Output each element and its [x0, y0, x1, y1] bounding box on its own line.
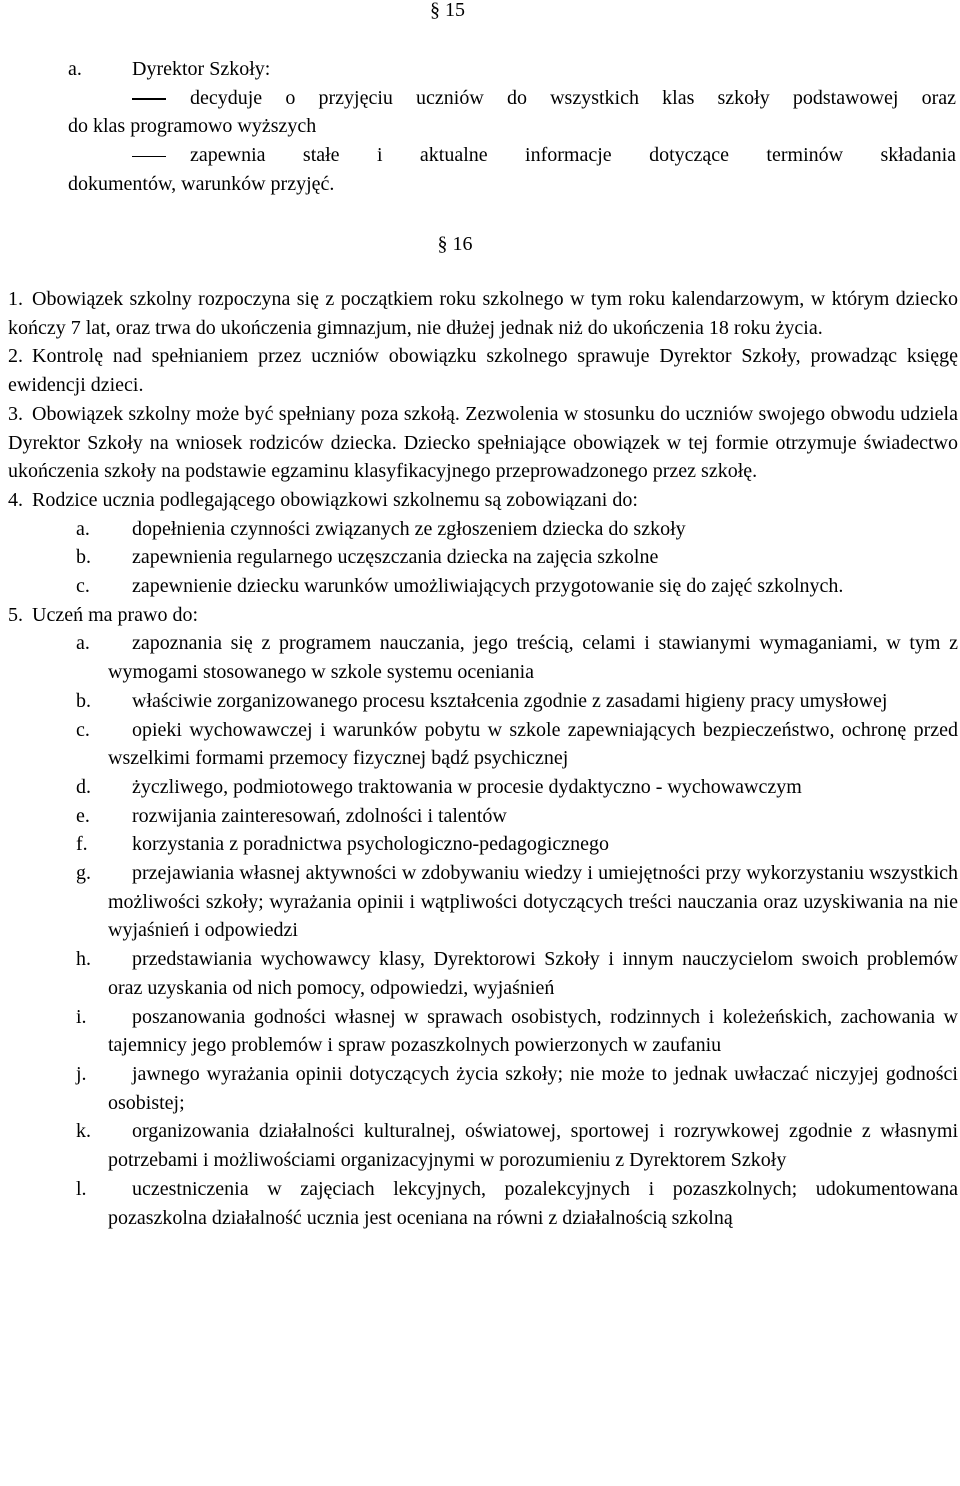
dash-item-text: zapewnia stałe i aktualne informacje dotyczące terminów składania [190, 144, 956, 167]
list-item-label: f. [76, 833, 88, 856]
list-item-label: c. [76, 575, 90, 598]
list-item-text: poszanowania godności własnej w sprawach osobistych, rodzinnych i koleżeńskich, zachowania w tajemnicy jego problemów i spraw pozaszkolnych powierzonych w zaufaniu [108, 1005, 958, 1057]
point-a-title: Dyrektor Szkoły: [132, 58, 271, 80]
paragraph-4 [8, 486, 958, 515]
dash-item [0, 141, 960, 170]
list-item [8, 802, 958, 831]
paragraph-5-text: Uczeń ma prawo do: [32, 603, 199, 626]
list-item-text: organizowania działalności kulturalnej, oświatowej, sportowej i rozrywkowej zgodnie z własnymi potrzebami i możliwościami organizacyjnymi w porozumieniu z Dyrektorem Szkoły [108, 1120, 958, 1172]
section-16-heading: § 16 [437, 233, 473, 255]
list-item [8, 859, 958, 945]
list-item-label: c. [76, 718, 90, 741]
list-item-text: przedstawiania wychowawcy klasy, Dyrektorowi Szkoły i innym nauczycielom swoich problemów oraz uzyskania od nich pomocy, odpowiedzi, wyjaśnień [108, 948, 958, 999]
list-item-label: a. [76, 517, 90, 540]
paragraph-1 [8, 285, 958, 342]
list-item-label: h. [76, 948, 91, 971]
list-item-label: b. [76, 546, 91, 569]
list-item-text: życzliwego, podmiotowego traktowania w procesie dydaktyczno - wychowawczym [132, 775, 802, 798]
list-item-label: i. [76, 1005, 87, 1028]
paragraph-3-label: 3. [8, 402, 23, 425]
list-item [8, 945, 958, 1002]
list-item-text: opieki wychowawczej i warunków pobytu w szkole zapewniających bezpieczeństwo, ochronę przed wszelkimi formami przemocy fizycznej bądź psychicznej [108, 718, 958, 770]
paragraph-4-text: Rodzice ucznia podlegającego obowiązkowi szkolnemu są zobowiązani do: [32, 488, 638, 511]
list-item-text: zapewnienie dziecku warunków umożliwiających przygotowanie się do zajęć szkolnych. [132, 575, 844, 598]
list-item [8, 1003, 958, 1060]
list-item-text: rozwijania zainteresowań, zdolności i talentów [132, 804, 507, 827]
paragraph-4-label: 4. [8, 488, 23, 511]
list-item [8, 1175, 958, 1232]
list-item-text: właściwie zorganizowanego procesu kształcenia zgodnie z zasadami higieny pracy umysłowej [132, 689, 888, 712]
list-item [8, 543, 958, 572]
list-item-label: a. [76, 632, 90, 655]
dash-item-continuation: dokumentów, warunków przyjęć. [68, 172, 335, 195]
dash-item [0, 84, 960, 113]
section-16-body [8, 285, 958, 1232]
list-item-label: b. [76, 689, 91, 712]
list-item-label: g. [76, 862, 91, 885]
list-item-label: d. [76, 775, 91, 798]
paragraph-3-text: Obowiązek szkolny może być spełniany poza szkołą. Zezwolenia w stosunku do uczniów swojego obwodu udziela Dyrektor Szkoły na wniosek rodziców dziecka. Dziecko spełniające obowiązek w tej formie otrzymuje świadectwo ukończenia szkoły na podstawie egzaminu klasyfikacyjnego przeprowadzonego przez szkołę. [8, 402, 958, 483]
dash-item-text: decyduje o przyjęciu uczniów do wszystkich klas szkoły podstawowej oraz [190, 86, 956, 109]
list-item [8, 1060, 958, 1117]
section-15-heading: § 15 [430, 0, 465, 21]
list-item-text: jawnego wyrażania opinii dotyczących życia szkoły; nie może to jednak uwłaczać niczyjej godności osobistej; [108, 1062, 958, 1114]
paragraph-5-list [8, 629, 958, 1232]
list-item [8, 1117, 958, 1174]
list-item-text: dopełnienia czynności związanych ze zgłoszeniem dziecka do szkoły [132, 517, 686, 540]
list-item-text: korzystania z poradnictwa psychologiczno-pedagogicznego [132, 833, 610, 856]
list-item [8, 572, 958, 601]
list-item-text: zapewnienia regularnego uczęszczania dziecka na zajęcia szkolne [132, 546, 659, 569]
list-item-label: j. [76, 1062, 87, 1085]
paragraph-3 [8, 400, 958, 486]
section-15-point-a [0, 55, 960, 198]
list-item [8, 830, 958, 859]
point-a-label: a. [68, 58, 82, 80]
paragraph-5-label: 5. [8, 603, 23, 626]
paragraph-2-label: 2. [8, 345, 23, 368]
list-item-label: l. [76, 1177, 87, 1200]
list-item-text: zapoznania się z programem nauczania, jego treścią, celami i stawianymi wymaganiami, w tym z wymogami stosowanego w szkole systemu oceniania [108, 632, 958, 684]
paragraph-2 [8, 342, 958, 399]
paragraph-1-label: 1. [8, 288, 23, 310]
dash-bullet [132, 84, 166, 113]
list-item-text: uczestniczenia w zajęciach lekcyjnych, pozalekcyjnych i pozaszkolnych; udokumentowana pozaszkolna działalność ucznia jest oceniana na równi z działalnością szkolną [108, 1177, 958, 1229]
list-item [8, 629, 958, 686]
list-item [8, 716, 958, 773]
paragraph-2-text: Kontrolę nad spełnianiem przez uczniów obowiązku szkolnego sprawuje Dyrektor Szkoły, prowadząc księgę ewidencji dzieci. [8, 345, 958, 397]
dash-bullet [132, 141, 166, 170]
list-item-text: przejawiania własnej aktywności w zdobywaniu wiedzy i umiejętności przy wykorzystaniu wszystkich możliwości szkoły; wyrażania opinii i wątpliwości dotyczących treści nauczania oraz uzyskiwania na nie wyjaśnień i odpowiedzi [108, 862, 958, 942]
paragraph-4-list [8, 515, 958, 601]
list-item-label: e. [76, 804, 90, 827]
list-item [8, 773, 958, 802]
paragraph-1-text: Obowiązek szkolny rozpoczyna się z początkiem roku szkolnego w tym roku kalendarzowym, w którym dziecko kończy 7 lat, oraz trwa do ukończenia gimnazjum, nie dłużej jednak niż do ukończenia 18 roku życia. [8, 288, 958, 339]
list-item [8, 687, 958, 716]
dash-item-continuation: do klas programowo wyższych [68, 115, 317, 138]
list-item [8, 515, 958, 544]
list-item-label: k. [76, 1120, 91, 1143]
paragraph-5 [8, 601, 958, 630]
